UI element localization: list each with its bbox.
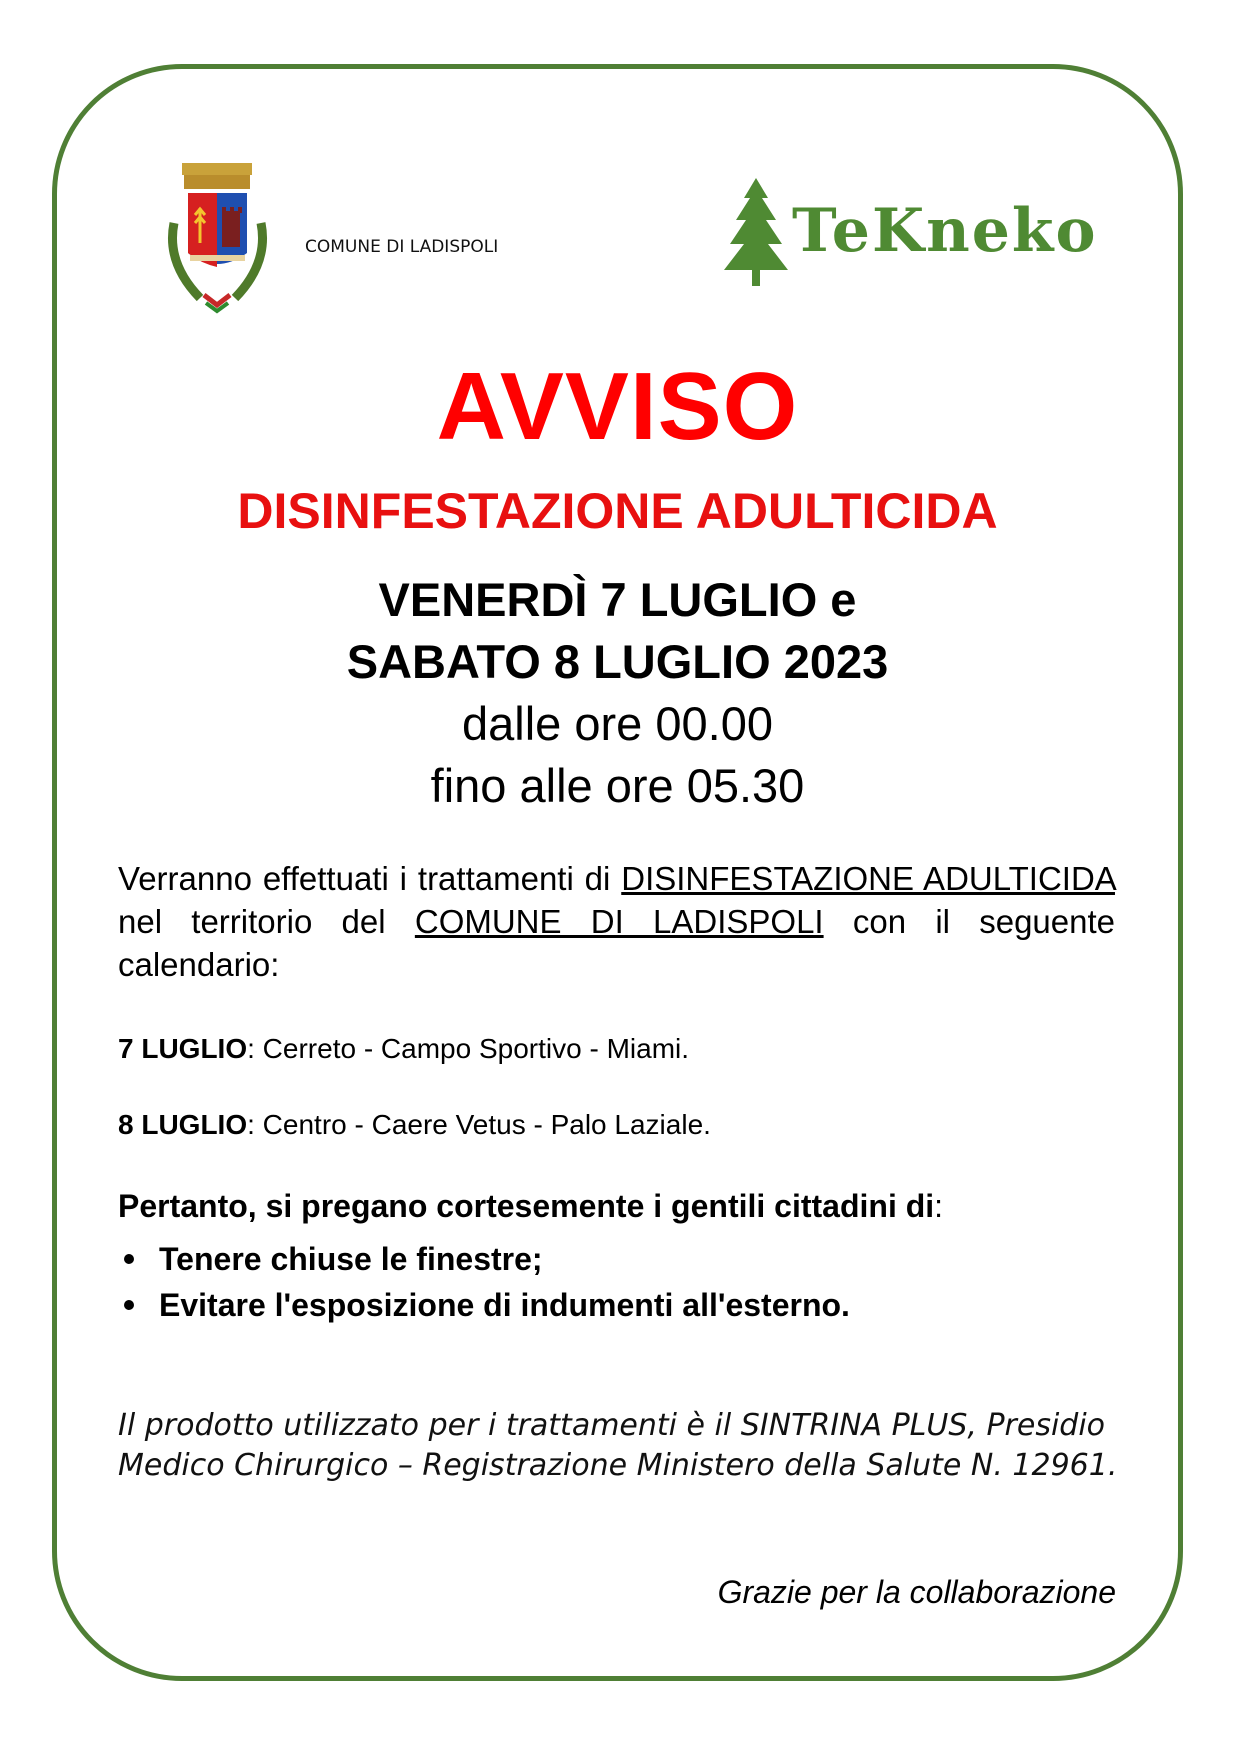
time-line-1: dalle ore 00.00 [462,697,773,750]
intro-paragraph [118,857,1115,986]
intro-text-1: Verranno effettuati i trattamenti di [118,860,622,897]
schedule-areas: : Cerreto - Campo Sportivo - Miami. [247,1033,690,1064]
bullet-icon [124,1300,134,1310]
schedule-areas: : Centro - Caere Vetus - Palo Laziale. [247,1109,711,1140]
request-heading [118,1188,943,1225]
list-item [118,1236,850,1282]
request-list [118,1236,850,1328]
intro-text-2: nel territorio del [118,903,415,940]
product-note [118,1406,1117,1486]
pine-tree-icon [722,178,790,288]
request-text: Pertanto, si pregano cortesemente i gentili cittadini di [118,1188,935,1224]
request-colon: : [934,1188,944,1224]
schedule-item [118,1109,711,1141]
schedule-date: 8 LUGLIO [118,1109,248,1140]
product-note-line-1: Il prodotto utilizzato per i trattamenti è il SINTRINA PLUS, Presidio [118,1408,1106,1443]
thanks-text: Grazie per la collaborazione [717,1574,1116,1610]
intro-underlined-1: DISINFESTAZIONE ADULTICIDA [621,860,1115,897]
brand-logo-text: TeKneko [792,196,1098,266]
list-item-text: Evitare l'esposizione di indumenti all'esterno. [159,1286,850,1323]
intro-underlined-2: COMUNE DI LADISPOLI [414,903,824,940]
coat-of-arms-icon [160,163,275,318]
date-line-2: SABATO 8 LUGLIO 2023 [346,635,889,688]
notice-subtitle: DISINFESTAZIONE ADULTICIDA [237,483,998,539]
notice-title: AVVISO [436,353,799,460]
schedule-item [118,1033,689,1065]
schedule-date: 7 LUGLIO [118,1033,248,1064]
comune-label: COMUNE DI LADISPOLI [305,237,499,257]
intro-text-3: con il seguente calendario: [118,903,1116,983]
list-item-text: Tenere chiuse le finestre; [159,1240,543,1277]
product-note-line-2: Medico Chirurgico – Registrazione Ministero della Salute N. 12961. [118,1448,1118,1483]
bullet-icon [124,1254,134,1264]
time-line-2: fino alle ore 05.30 [430,759,805,812]
date-line-1: VENERDÌ 7 LUGLIO e [378,573,857,626]
list-item [118,1282,850,1328]
